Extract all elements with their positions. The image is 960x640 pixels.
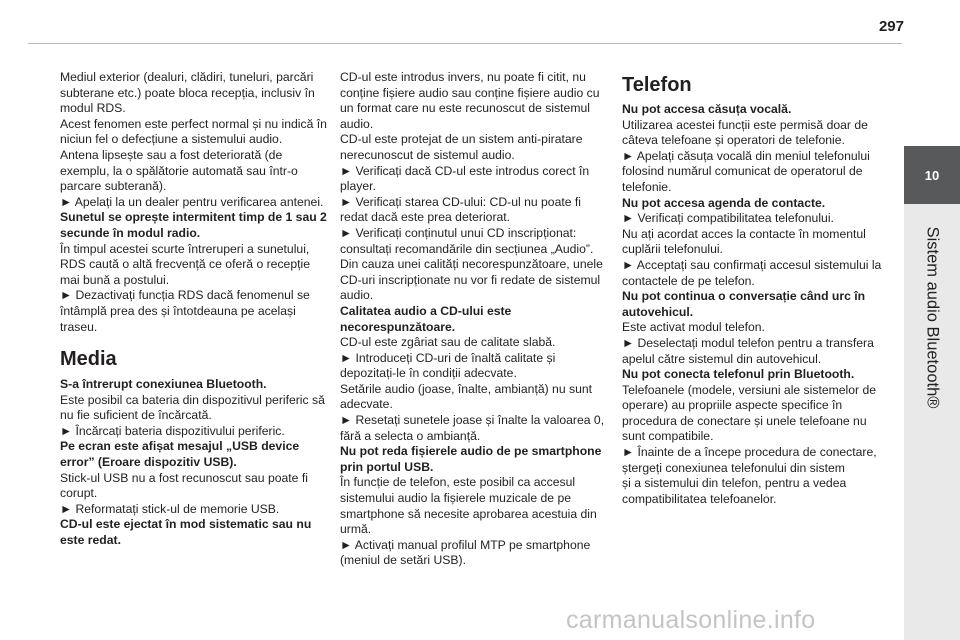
body-paragraph: Este activat modul telefon. (622, 320, 765, 335)
body-paragraph: CD-ul este protejat de un sistem anti-piratare nerecunoscut de sistemul audio. (340, 132, 583, 162)
body-paragraph: ► Verificați starea CD-ului: CD-ul nu poate fi redat dacă este prea deteriorat. (340, 194, 582, 225)
text-column-left (60, 70, 328, 549)
body-paragraph: ► Acceptați sau confirmați accesul sistemului la contactele de pe telefon. (622, 257, 882, 288)
body-paragraph: ► Introduceți CD-uri de înaltă calitate și depozitați-le în condiții adecvate. (340, 350, 556, 381)
question-heading: CD-ul este ejectat în mod sistematic sau nu este redat. (60, 517, 312, 548)
question-heading: Nu pot accesa agenda de contacte. (622, 195, 826, 210)
body-paragraph: ► Verificați conținutul unui CD inscripționat: consultați recomandările din secțiunea „Audio”. (340, 225, 594, 256)
body-paragraph: ► Reformatați stick-ul de memorie USB. (60, 501, 280, 516)
question-heading: S-a întrerupt conexiunea Bluetooth. (60, 377, 267, 392)
body-paragraph: ► Verificați dacă CD-ul este introdus corect în player. (340, 163, 590, 194)
body-paragraph: Stick-ul USB nu a fost recunoscut sau poate fi corupt. (60, 470, 308, 501)
body-paragraph: ► Apelați la un dealer pentru verificarea antenei. (60, 194, 324, 209)
body-paragraph: În funcție de telefon, este posibil ca accesul sistemului audio la fișierele muzicale de pe smartphone să necesite aprobarea acestuia din urmă. (340, 475, 597, 537)
body-paragraph: Telefoanele (modele, versiuni ale sistemelor de operare) au propriile aspecte specifice în procedura de conectare și unele telefoane nu sunt compatibile. (622, 382, 877, 444)
body-paragraph: În timpul acestei scurte întreruperi a sunetului, RDS caută o altă frecvență ce oferă o recepție mai bună a postului. (60, 241, 310, 287)
body-paragraph: Utilizarea acestei funcții este permisă doar de câteva telefoane și operatori de telefonie. (622, 117, 868, 148)
chapter-title-text: Sistem audio Bluetooth® (923, 226, 942, 408)
question-heading: Calitatea audio a CD-ului este necorespunzătoare. (340, 303, 512, 334)
question-heading: Sunetul se oprește intermitent timp de 1 sau 2 secunde în modul radio. (60, 210, 327, 240)
chapter-number-tab[interactable]: 10 (904, 146, 960, 204)
header-divider (28, 43, 902, 44)
text-column-middle (340, 70, 608, 569)
body-paragraph: ► Resetați sunetele joase și înalte la valoarea 0, fără a selecta o ambianță. (340, 413, 605, 443)
question-heading: Nu pot continua o conversație când urc în autovehicul. (622, 289, 866, 319)
body-paragraph: ► Dezactivați funcția RDS dacă fenomenul se întâmplă prea des și întotdeauna pe același traseu. (60, 288, 310, 334)
body-paragraph: Setările audio (joase, înalte, ambianță) nu sunt adecvate. (340, 381, 593, 412)
body-paragraph: Nu ați acordat acces la contacte în momentul cuplării telefonului. (622, 226, 866, 257)
body-paragraph: CD-ul este zgâriat sau de calitate slabă. (340, 335, 556, 350)
body-paragraph: ► Activați manual profilul MTP pe smartphone (meniul de setări USB). (340, 537, 591, 568)
section-heading: Media (60, 348, 117, 371)
body-paragraph: Antena lipsește sau a fost deteriorată (de exemplu, la o spălătorie automată sau într-o parcare subterană). (60, 147, 298, 194)
body-paragraph: ► Încărcați bateria dispozitivului periferic. (60, 423, 285, 438)
body-paragraph: și a sistemului din telefon, pentru a vedea compatibilitatea telefoanelor. (622, 476, 847, 506)
question-heading: Pe ecran este afișat mesajul „USB device error” (Eroare dispozitiv USB). (60, 439, 300, 470)
body-paragraph: Mediul exterior (dealuri, clădiri, tuneluri, parcări subterane etc.) poate bloca recepția, inclusiv în modul RDS. (60, 70, 315, 116)
body-paragraph: ► Înainte de a începe procedura de conectare, ștergeți conexiunea telefonului din sistem (622, 445, 877, 475)
body-paragraph: Este posibil ca bateria din dispozitivul periferic să nu fie suficient de încărcată. (60, 392, 325, 423)
text-column-right (622, 70, 886, 507)
body-paragraph: ► Deselectați modul telefon pentru a transfera apelul către sistemul din autovehicul. (622, 335, 874, 366)
question-heading: Nu pot reda fișierele audio de pe smartphone prin portul USB. (340, 444, 602, 474)
body-paragraph: Acest fenomen este perfect normal și nu indică în niciun fel o defecțiune a sistemului audio. (60, 116, 327, 147)
body-paragraph: ► Apelați căsuța vocală din meniul telefonului folosind numărul comunicat de operatorul de telefonie. (622, 148, 870, 194)
body-paragraph: Din cauza unei calități necorespunzătoare, unele CD-uri inscripționate nu vor fi redate de sistemul audio. (340, 257, 603, 303)
section-heading: Telefon (622, 74, 692, 96)
watermark-text: carmanualsonline.info (566, 606, 816, 634)
chapter-title (904, 212, 960, 422)
body-paragraph: CD-ul este introdus invers, nu poate fi citit, nu conține fișiere audio sau conține fișiere audio cu un format care nu este recunoscut de sistemul audio. (340, 70, 600, 131)
question-heading: Nu pot accesa căsuța vocală. (622, 102, 792, 116)
page-number: 297 (878, 18, 904, 35)
body-paragraph: ► Verificați compatibilitatea telefonului. (622, 211, 834, 226)
question-heading: Nu pot conecta telefonul prin Bluetooth. (622, 367, 855, 382)
